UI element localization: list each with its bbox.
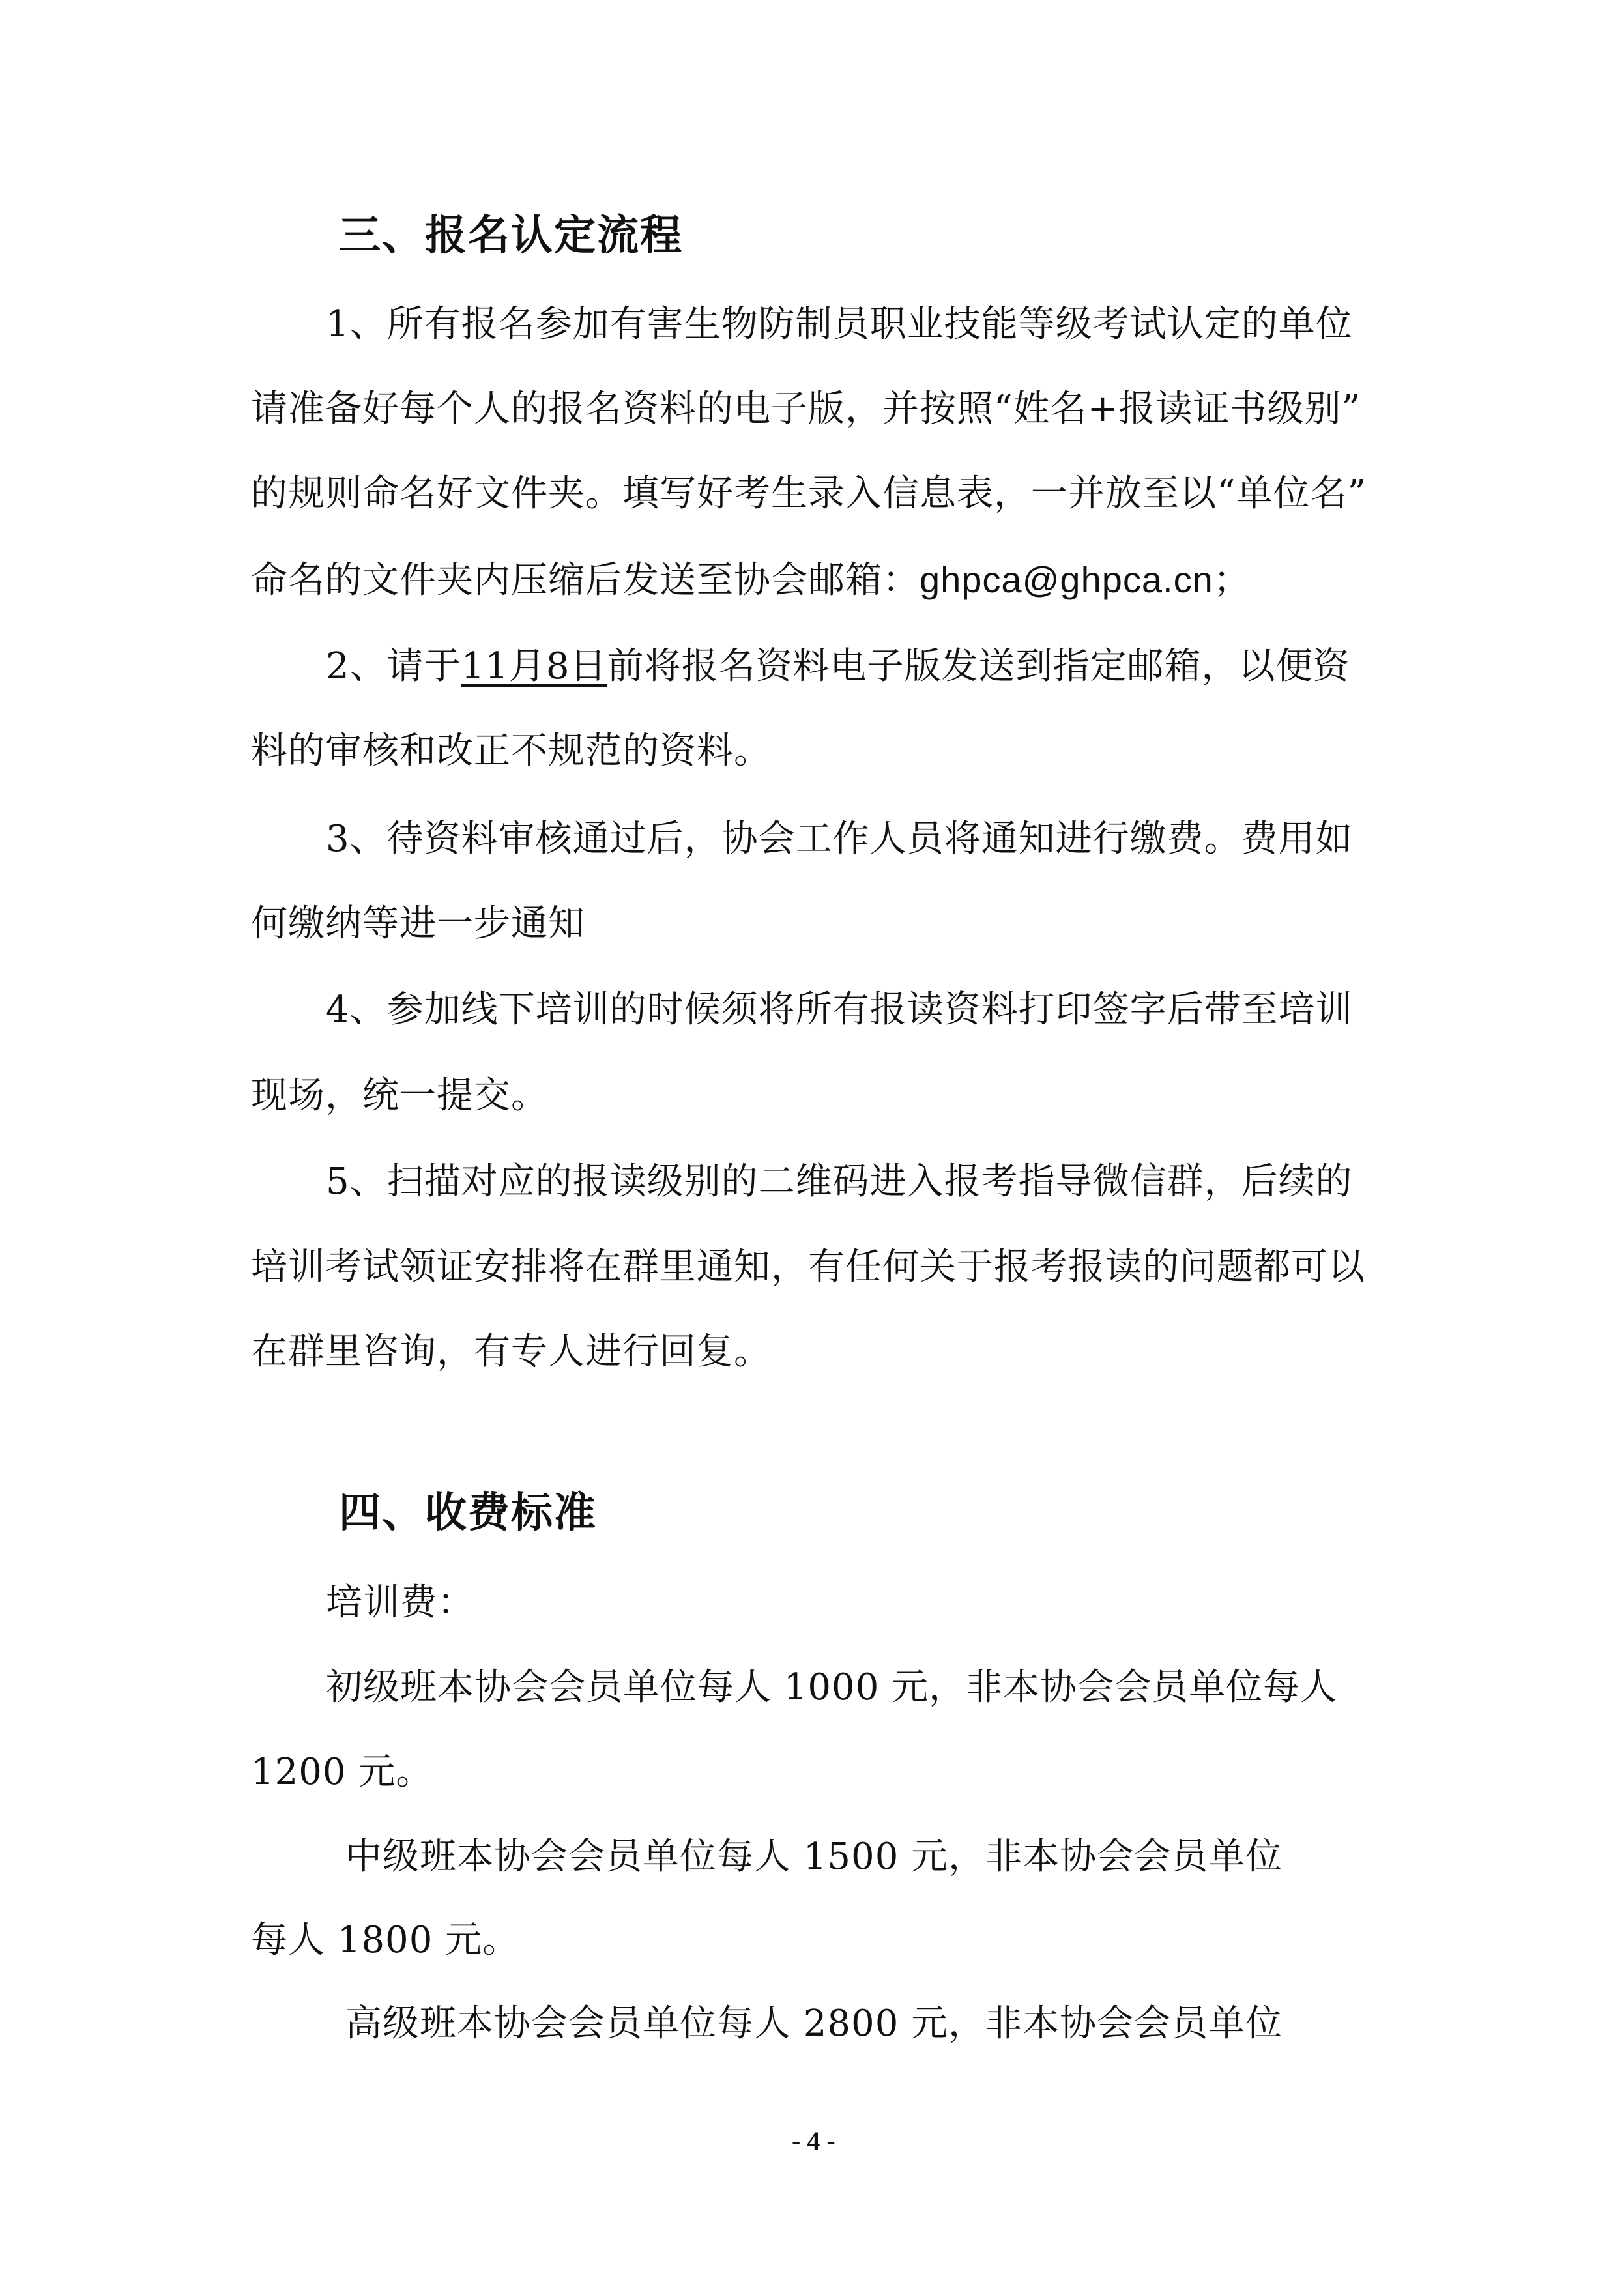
section3-heading: 三、报名认定流程	[339, 212, 683, 260]
item5-line1: 5、扫描对应的报读级别的二维码进入报考指导微信群，后续的	[326, 1161, 1353, 1203]
item1-line4-prefix: 命名的文件夹内压缩后发送至协会邮箱：	[251, 559, 920, 601]
intermediate-fee-line2: 每人 1800 元。	[251, 1919, 520, 1961]
training-fee-label: 培训费：	[326, 1581, 474, 1624]
junior-fee-line2: 1200 元。	[251, 1751, 433, 1793]
senior-fee-line1: 高级班本协会会员单位每人 2800 元，非本协会会员单位	[345, 2002, 1283, 2045]
item4-line1: 4、参加线下培训的时候须将所有报读资料打印签字后带至培训	[326, 988, 1353, 1031]
item1-line4-suffix: ；	[1213, 559, 1251, 601]
intermediate-fee-line1: 中级班本协会会员单位每人 1500 元，非本协会会员单位	[345, 1836, 1283, 1878]
item1-line4	[251, 559, 1251, 601]
item5-line3: 在群里咨询，有专人进行回复。	[251, 1331, 771, 1373]
item3-line1: 3、待资料审核通过后，协会工作人员将通知进行缴费。费用如	[326, 818, 1353, 860]
item3-line2: 何缴纳等进一步通知	[251, 902, 585, 945]
item2-line2: 料的审核和改正不规范的资料。	[251, 730, 771, 772]
item4-line2: 现场，统一提交。	[251, 1074, 548, 1117]
item1-line1: 1、所有报名参加有害生物防制员职业技能等级考试认定的单位	[326, 303, 1353, 345]
item1-line2: 请准备好每个人的报名资料的电子版，并按照“姓名+报读证书级别”	[251, 388, 1361, 430]
junior-fee-line1: 初级班本协会会员单位每人 1000 元，非本协会会员单位每人	[326, 1666, 1338, 1709]
item5-line2: 培训考试领证安排将在群里通知，有任何关于报考报读的问题都可以	[251, 1246, 1365, 1288]
section4-heading: 四、收费标准	[339, 1489, 597, 1537]
item2-line1	[326, 645, 1350, 687]
email-address: ghpca@ghpca.cn	[920, 559, 1213, 600]
deadline-date: 11月8日	[461, 645, 607, 687]
item1-line3: 的规则命名好文件夹。填写好考生录入信息表，一并放至以“单位名”	[251, 472, 1367, 515]
page-number: - 4 -	[792, 2126, 835, 2156]
item2-prefix: 2、请于	[326, 645, 461, 687]
item2-suffix: 前将报名资料电子版发送到指定邮箱，以便资	[607, 645, 1350, 687]
